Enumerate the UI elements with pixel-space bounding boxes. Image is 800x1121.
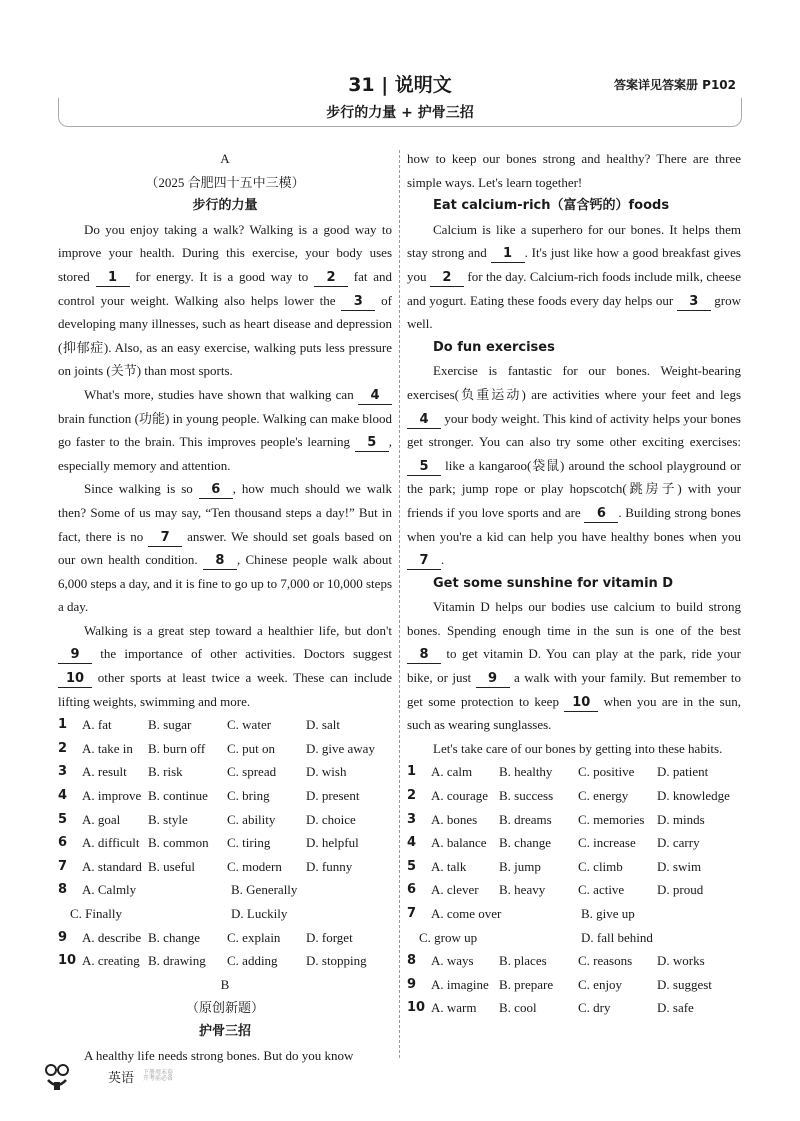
publisher-logo-icon	[44, 1062, 70, 1092]
option-b: B. change	[148, 929, 200, 945]
option-d: D. choice	[306, 811, 356, 827]
answer-reference: 答案详见答案册 P102	[613, 78, 736, 92]
passage-b-label: B	[220, 976, 230, 992]
option-b: B. places	[499, 953, 547, 969]
option-b: B. jump	[499, 858, 541, 874]
option-a: A. creating	[82, 953, 140, 969]
subject-label: 英语	[108, 1071, 135, 1086]
blank-4: 4	[358, 388, 392, 405]
blank-5: 5	[355, 435, 389, 452]
question-number: 6	[58, 835, 68, 851]
option-row	[58, 831, 392, 855]
option-a: A. come over	[431, 906, 502, 921]
option-row	[407, 949, 741, 973]
option-b: B. burn off	[148, 740, 206, 756]
column-divider	[399, 150, 400, 1058]
option-row	[407, 973, 741, 997]
blank-10: 10	[564, 695, 598, 712]
option-row	[407, 996, 741, 1020]
option-row	[58, 737, 392, 761]
option-b: B. change	[499, 835, 551, 851]
option-b: B. risk	[148, 764, 183, 780]
passage-a-label: A	[220, 151, 230, 166]
option-b: B. Generally	[231, 882, 298, 898]
option-a: A. describe	[82, 929, 142, 945]
option-c: C. adding	[227, 953, 278, 969]
blank-7: 7	[148, 530, 182, 547]
passage-a-paragraph-1: Do you enjoy taking a walk? Walking is a good way to improve your health. During this exercise, your body uses stored 1 for energy. It is a good way to 2 fat and control your weight. Walking also helps lower the 3 of developing many illnesses, such as heart disease and depression (抑郁症). Also, as an easy exercise, walking puts less pressure on joints (关节) than most sports.	[58, 221, 392, 379]
question-number: 6	[407, 882, 417, 898]
question-number: 4	[58, 788, 68, 804]
option-row	[407, 760, 741, 784]
blank-9: 9	[58, 647, 92, 664]
option-b: B. healthy	[499, 764, 553, 780]
passage-a-title: 步行的力量	[192, 198, 258, 214]
passage-a-paragraph-3: Since walking is so 6 , how much should we walk then? Some of us may say, “Ten thousand steps a day!” But in fact, there is no 7 answer. We should set goals based on our own health condition. 8 , Chinese people walk about 6,000 steps a day, and it is fine to go up to 7,000 or 10,000 steps a day.	[58, 481, 393, 615]
blank-10: 10	[58, 671, 92, 688]
question-number: 9	[407, 976, 417, 992]
passage-b-intro: A healthy life needs strong bones. But do you know	[84, 1047, 354, 1063]
option-d: D. works	[657, 953, 705, 969]
option-a: A. result	[82, 764, 127, 780]
option-c: C. bring	[227, 788, 270, 804]
option-c: C. put on	[227, 740, 276, 756]
page-subtitle: 步行的力量 + 护骨三招	[326, 105, 474, 121]
question-number: 8	[58, 882, 68, 898]
option-row	[407, 831, 741, 855]
option-b: B. success	[499, 788, 554, 804]
option-c: C. increase	[578, 835, 636, 851]
option-b: B. drawing	[148, 953, 206, 969]
option-c: C. energy	[578, 788, 629, 804]
option-c: C. water	[227, 717, 272, 733]
option-a: A. goal	[82, 811, 121, 827]
option-c: C. modern	[227, 858, 282, 874]
option-d: D. carry	[657, 835, 700, 851]
question-number: 3	[407, 811, 417, 827]
option-a: A. talk	[431, 858, 467, 874]
blank-2: 2	[314, 270, 348, 287]
question-number: 9	[58, 929, 68, 945]
passage-b-outro: Let's take care of our bones by getting into these habits.	[433, 740, 723, 756]
option-row	[58, 855, 392, 879]
blank-3: 3	[677, 294, 711, 311]
footer-small-line-2: 开考前必备	[143, 1075, 174, 1082]
option-b: B. sugar	[148, 717, 192, 733]
question-number: 1	[407, 764, 417, 780]
question-number: 4	[407, 835, 417, 851]
option-d: D. safe	[657, 1000, 694, 1016]
option-d: D. minds	[657, 811, 705, 827]
option-a: A. balance	[431, 835, 487, 851]
option-a: A. standard	[82, 858, 142, 874]
option-d: D. fall behind	[581, 929, 653, 945]
option-c: C. ability	[227, 811, 276, 827]
question-number: 8	[407, 953, 417, 969]
option-row	[58, 926, 392, 950]
question-number: 3	[58, 764, 68, 780]
passage-a-source: （2025 合肥四十五中三模）	[145, 174, 305, 190]
footer-small-line-1: 下册周末卷	[143, 1069, 174, 1076]
option-a: A. take in	[82, 740, 133, 756]
question-number: 5	[58, 811, 68, 827]
option-a: A. clever	[431, 882, 479, 898]
footer-small-text	[143, 1070, 173, 1082]
option-d: D. knowledge	[657, 788, 730, 804]
option-d: D. forget	[306, 929, 353, 945]
question-number: 7	[407, 906, 417, 921]
passage-a-paragraph-2: What's more, studies have shown that walking can 4 brain function (功能) in young people. Walking can make blood go faster to the brain. This improves people's learning 5 , especially memory and attention.	[58, 386, 392, 473]
blank-8: 8	[203, 553, 237, 570]
option-d: D. proud	[657, 882, 704, 898]
option-b: B. cool	[499, 1000, 537, 1016]
option-d: D. Luckily	[231, 906, 288, 921]
option-b: B. common	[148, 835, 209, 851]
option-row	[407, 902, 741, 926]
passage-b-paragraph-3: Vitamin D helps our bodies use calcium to build strong bones. Spending enough time in the sun is one of the best 8 to get vitamin D. You can play at the park, ride your bike, or just 9 a walk with your family. But remember to get some protection to keep 10 when you are in the sun, such as wearing sunglasses.	[407, 599, 741, 733]
option-b: B. prepare	[499, 976, 554, 992]
option-c: C. spread	[227, 764, 277, 780]
option-a: A. warm	[431, 1000, 477, 1016]
option-row	[407, 784, 741, 808]
option-d: D. helpful	[306, 835, 359, 851]
option-b: B. heavy	[499, 882, 546, 898]
question-number: 10	[407, 1000, 426, 1016]
question-number: 2	[407, 788, 417, 804]
option-c: C. active	[578, 882, 625, 898]
passage-b-options	[407, 760, 741, 902]
option-row	[407, 855, 741, 879]
option-a: A. fat	[82, 717, 112, 733]
passage-b-title: 护骨三招	[198, 1023, 251, 1039]
option-c: C. reasons	[578, 953, 633, 969]
option-d: D. patient	[657, 764, 709, 780]
blank-1: 1	[491, 246, 525, 263]
blank-6: 6	[199, 482, 233, 499]
question-number: 2	[58, 740, 68, 756]
question-number: 10	[58, 953, 77, 969]
option-c: C. enjoy	[578, 976, 623, 992]
option-a: A. calm	[431, 764, 473, 780]
option-d: D. suggest	[657, 976, 712, 992]
option-b: B. dreams	[499, 811, 552, 827]
passage-b-source: （原创新题）	[185, 1000, 264, 1016]
option-b: B. style	[148, 811, 188, 827]
option-a: A. difficult	[82, 835, 140, 851]
option-a: A. ways	[431, 953, 474, 969]
option-row	[407, 808, 741, 832]
question-number: 1	[58, 717, 68, 733]
section-heading-exercise: Do fun exercises	[433, 339, 555, 355]
option-d: D. give away	[306, 740, 375, 756]
option-row	[58, 808, 392, 832]
option-a: A. bones	[431, 811, 478, 827]
blank-6: 6	[584, 506, 618, 523]
option-c: C. explain	[227, 929, 281, 945]
blank-2: 2	[430, 270, 464, 287]
question-number: 5	[407, 858, 417, 874]
blank-3: 3	[341, 294, 375, 311]
option-c: C. Finally	[70, 906, 123, 921]
option-c: C. memories	[578, 811, 645, 827]
option-row	[58, 784, 392, 808]
page-title: 31 | 说明文	[348, 74, 452, 96]
question-number: 7	[58, 858, 68, 874]
option-row	[58, 902, 392, 926]
option-d: D. stopping	[306, 953, 367, 969]
option-d: D. swim	[657, 858, 702, 874]
option-c: C. positive	[578, 764, 635, 780]
option-row	[58, 878, 392, 902]
option-c: C. climb	[578, 858, 623, 874]
section-heading-sunshine: Get some sunshine for vitamin D	[433, 575, 674, 591]
option-b: B. give up	[581, 906, 635, 921]
blank-9: 9	[476, 671, 510, 688]
option-row	[407, 926, 741, 950]
option-a: A. improve	[82, 788, 142, 804]
passage-b-paragraph-2: Exercise is fantastic for our bones. Weight-bearing exercises(负重运动) are activities where your feet and legs 4 your body weight. This kind of activity helps your bones get stronger. You can also try some other exciting exercises: 5 like a kangaroo(袋鼠) around the school playground or the park; jump rope or play hopscotch(跳房子) with your friends if you love sports and are 6 . Building strong bones when you're a kid can help you have healthy bones when you 7 .	[407, 363, 741, 569]
left-column	[58, 147, 392, 1067]
option-c: C. tiring	[227, 835, 271, 851]
option-d: D. present	[306, 788, 360, 804]
blank-5: 5	[407, 459, 441, 476]
option-a: A. imagine	[431, 976, 489, 992]
option-c: C. grow up	[419, 929, 478, 945]
option-d: D. salt	[306, 717, 340, 733]
passage-a-paragraph-4: Walking is a great step toward a healthier life, but don't 9 the importance of other activities. Doctors suggest 10 other sports at least twice a week. These can include lifting weights, swimming and more.	[58, 622, 392, 709]
option-row	[58, 760, 392, 784]
blank-8: 8	[407, 647, 441, 664]
option-b: B. useful	[148, 858, 195, 874]
option-row	[58, 949, 392, 973]
option-row	[58, 713, 392, 737]
option-d: D. wish	[306, 764, 347, 780]
passage-a-options	[58, 713, 392, 878]
blank-4: 4	[407, 412, 441, 429]
passage-b-options-tail	[407, 949, 741, 1020]
option-row	[407, 878, 741, 902]
section-heading-calcium: Eat calcium-rich（富含钙的）foods	[433, 198, 670, 214]
option-d: D. funny	[306, 858, 353, 874]
option-c: C. dry	[578, 1000, 611, 1016]
option-b: B. continue	[148, 788, 208, 804]
option-a: A. courage	[431, 788, 489, 804]
passage-a-options-tail	[58, 926, 392, 973]
passage-b-paragraph-1: Calcium is like a superhero for our bones. It helps them stay strong and 1 . It's just like how a good breakfast gives you 2 for the day. Calcium-rich foods include milk, cheese and yogurt. Eating these foods every day helps our 3 grow well.	[407, 221, 742, 332]
blank-1: 1	[96, 270, 130, 287]
right-column	[407, 147, 741, 1020]
option-a: A. Calmly	[82, 882, 137, 898]
passage-b-intro-continued: how to keep our bones strong and healthy? There are three simple ways. Let's learn together!	[407, 151, 741, 190]
blank-7: 7	[407, 553, 441, 570]
